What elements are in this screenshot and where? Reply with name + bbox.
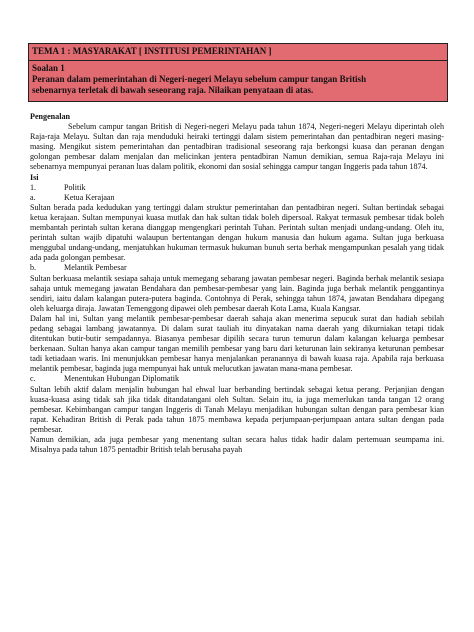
list-number: c. [30,374,36,384]
question-number: Soalan 1 [32,63,65,73]
question-line-2: sebenarnya terletak di bawah seseorang raja. Nilaikan penyataan di atas. [32,85,314,95]
essay-body [30,112,444,455]
isi-heading: Isi [30,172,39,182]
list-label: Ketua Kerajaan [64,192,115,202]
theme-title: TEMA 1 : MASYARAKAT [ INSTITUSI PEMERINTAHAN ] [32,46,272,56]
list-item-politik [30,183,444,193]
paragraph-diplomatik-2: Namun demikian, ada juga pembesar yang menentang sultan secara halus tidak hadir dalam pertemuan seumpama ini. Misalnya pada tahun 1875 pentadbir British telah berusaha payah [30,435,444,455]
pengenalan-paragraph: Sebelum campur tangan British di Negeri-negeri Melayu pada tahun 1874, Negeri-negeri Melayu diperintah oleh Raja-raja Melayu. Sultan dan raja menduduki heiraki tertinggi dalam sistem pemerintahan dan pentadbiran negeri masing-masing. Mengikut sistem pemerintahan dan pentadbiran tradisional seseorang raja berkongsi kuasa dan peranan dengan golongan pembesar dalam menjalan dan melicinkan jentera pentadbiran Namun demikian, semua Raja-raja Melayu ini sebenarnya mempunyai peranan luas dalam politik, ekonomi dan sosial sehingga campur tangan Inggeris pada tahun 1874. [30,122,444,172]
paragraph-melantik-1: Sultan berkuasa melantik sesiapa sahaja untuk memegang sebarang jawatan pembesar negeri. Baginda berhak melantik sesiapa sahaja untuk memegang jawatan Bendahara dan pembesar-pembesar yang lain. Baginda juga berhak melantik penggantinya sendiri, iaitu dalam kalangan putera-putera baginda. Contohnya di Perak, sehingga tahun 1874, jawatan Bendahara dipegang oleh keluarga diraja. Jawatan Temenggong dipawei oleh pembesar daerah Kota Lama, Kuala Kangsar. [30,273,444,313]
paragraph-melantik-2: Dalam hal ini, Sultan yang melantik pembesar-pembesar daerah sahaja akan menerima sepucuk surat dan hadiah sebilah pedang sebagai lambang jawatannya. Di dalam surat tauliah itu dinyatakan nama daerah yang dikurniakan tetapi tidak ditentukan butir-butir sempadannya. Biasanya pembesar dipilih secara turun temurun dalam kalangan keluarga pembesar berkenaan. Sultan hanya akan campur tangan memilih pembesar yang baru dari keturunan lain sekiranya keturunan pembesar tadi ketiadaan waris. Ini menunjukkan pembesar hanya menjalankan peranannya di bawah kuasa raja. Apabila raja berkuasa melantik pembesar, baginda juga mempunyai hak untuk melucutkan jawatan mana-mana pembesar. [30,313,444,374]
paragraph-ketua-kerajaan: Sultan berada pada kedudukan yang tertinggi dalam struktur pemerintahan dan pentadbiran negeri. Sultan bertindak sebagai ketua kerajaan. Sultan mempunyai kuasa mutlak dan hak sultan tidak boleh dipersoal. Rakyat termasuk pembesar tidak boleh membantah perintah sultan kerana dianggap mengengkari perintah Tuhan. Perintah sultan menjadi undang-undang. Oleh itu, perintah sultan wajib dipatuhi walaupun bertentangan dengan hukum manusia dan hukum agama. Sultan juga berkuasa menggubal undang-undang, menjatuhkan hukuman termasuk hukuman bunuh serta berhak mengampunkan pesalah yang tidak ada pada golongan pembesar. [30,202,444,263]
list-number: b. [30,263,37,273]
list-number: 1. [30,182,37,192]
list-item-melantik-pembesar [30,263,444,273]
question-box [28,60,448,102]
list-label: Politik [64,182,86,192]
list-label: Melantik Pembesar [64,263,127,273]
question-line-1: Peranan dalam pemerintahan di Negeri-negeri Melayu sebelum campur tangan British [32,74,367,84]
pengenalan-heading: Pengenalan [30,112,71,121]
list-label: Menentukan Hubungan Diplomatik [64,374,180,384]
list-number: a. [30,192,36,202]
list-item-hubungan-diplomatik [30,374,444,384]
list-item-ketua-kerajaan [30,193,444,203]
theme-box [28,43,448,60]
paragraph-diplomatik-1: Sultan lebih aktif dalam menjalin hubungan hal ehwal luar berbanding bertindak sebagai ketua perang. Perjanjian dengan kuasa-kuasa asing tidak sah jika tidak ditandatangani oleh Sultan. Selain itu, ia juga memerlukan tanda tangan 12 orang pembesar. Kebimbangan campur tangan Inggeris di Tanah Melayu menjadikan hubungan sultan dengan para pembesar kian rapat. Kehadiran British di Perak pada tahun 1875 membawa kepada perjumpaan-perjumpaan antara sultan dengan pada pembesar. [30,384,444,434]
